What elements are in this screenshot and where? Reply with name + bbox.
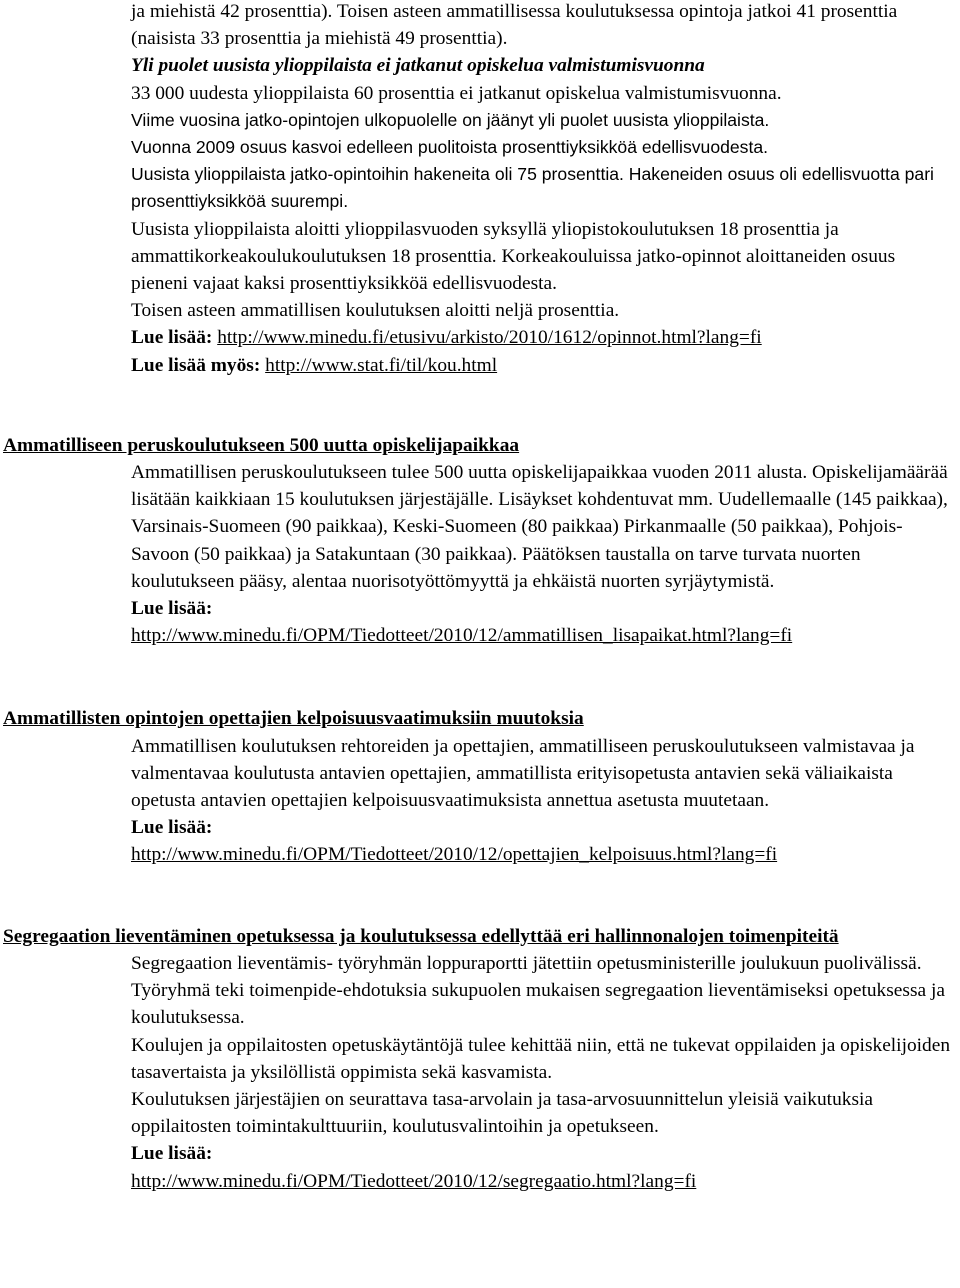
intro-paragraph-2: 33 000 uudesta ylioppilaista 60 prosenttia ei jatkanut opiskelua valmistumisvuonna. — [131, 82, 782, 104]
section-3-paragraph-1: Segregaation lieventämis- työryhmän loppuraportti jätettiin opetusministerille joulukuun puolivälissä. Työryhmä teki toimenpide-ehdotuksia sukupuolen mukaisen segregaation lieventämiseksi opetuksessa ja koulutuksessa. — [131, 952, 945, 1029]
section-1-title: Ammatilliseen peruskoulutukseen 500 uutta opiskelijapaikkaa — [3, 434, 520, 456]
intro-subheading: Yli puolet uusista ylioppilaista ei jatkanut opiskelua valmistumisvuonna — [131, 55, 705, 77]
read-more-link-kelpoisuus[interactable]: http://www.minedu.fi/OPM/Tiedotteet/2010/12/opettajien_kelpoisuus.html?lang=fi — [131, 844, 778, 866]
intro-link-1 — [131, 324, 952, 351]
intro-paragraph-6: Uusista ylioppilaista aloitti ylioppilasvuoden syksyllä yliopistokoulutuksen 18 prosenttia ja ammattikorkeakoulukoulutuksen 18 prosenttia. Korkeakouluissa jatko-opinnot aloittaneiden osuus pieneni vajaat kaksi prosenttiyksikköä edellisvuodesta. — [131, 218, 896, 295]
section-3-paragraph-2: Koulujen ja oppilaitosten opetuskäytäntöjä tulee kehittää niin, että ne tukevat oppilaiden ja opiskelijoiden tasavertaista ja yksilöllistä oppimista sekä kasvamista. — [131, 1034, 951, 1083]
intro-link-2 — [131, 352, 952, 379]
intro-paragraph-3: Viime vuosina jatko-opintojen ulkopuolelle on jäänyt yli puolet uusista ylioppilaista. — [131, 109, 770, 130]
intro-paragraph-4: Vuonna 2009 osuus kasvoi edelleen puolitoista prosenttiyksikköä edellisvuodesta. — [131, 137, 769, 158]
section-1-link-row — [131, 622, 952, 649]
section-2-read-more-label: Lue lisää: — [131, 817, 213, 839]
section-2-title: Ammatillisten opintojen opettajien kelpoisuusvaatimuksiin muutoksia — [3, 708, 584, 730]
intro-paragraph-1: ja miehistä 42 prosenttia). Toisen asteen ammatillisessa koulutuksessa opintoja jatkoi 41 prosenttia (naisista 33 prosenttia ja miehistä 49 prosenttia). — [131, 1, 898, 50]
section-3-body — [0, 950, 960, 1195]
section-2-link-row — [131, 841, 952, 868]
read-more-link-lisapaikat[interactable]: http://www.minedu.fi/OPM/Tiedotteet/2010/12/ammatillisen_lisapaikat.html?lang=fi — [131, 625, 793, 647]
section-2-paragraph: Ammatillisen koulutuksen rehtoreiden ja opettajien, ammatilliseen peruskoulutukseen valmistavaa ja valmentavaa koulutusta antavien opettajien, ammatillista erityisopetusta antavien sekä väliaikaista opetusta antavien opettajien kelpoisuusvaatimuksista annettua asetusta muutetaan. — [131, 735, 915, 812]
read-more-link-stat[interactable]: http://www.stat.fi/til/kou.html — [265, 354, 498, 376]
spacer — [0, 869, 960, 923]
intro-paragraph-5: Uusista ylioppilaista jatko-opintoihin hakeneita oli 75 prosenttia. Hakeneiden osuus oli edellisvuotta pari prosenttiyksikköä suurempi. — [131, 164, 934, 212]
read-more-label: Lue lisää: — [131, 327, 213, 349]
section-1-paragraph: Ammatillisen peruskoulutukseen tulee 500 uutta opiskelijapaikkaa vuoden 2011 alusta. Opiskelijamäärää lisätään kaikkiaan 15 koulutuksen järjestäjälle. Lisäykset kohdentuvat mm. Uudellemaalle (145 paikkaa), Varsinais-Suomeen (90 paikkaa), Keski-Suomeen (80 paikkaa) Pirkanmaalle (50 paikkaa), Pohjois-Savoon (50 paikkaa) ja Satakuntaan (30 paikkaa). Päätöksen taustalla on tarve turvata nuorten koulutukseen pääsy, alentaa nuorisotyöttömyyttä ja ehkäistä nuorten syrjäytymistä. — [131, 462, 948, 592]
read-more-link-segregaatio[interactable]: http://www.minedu.fi/OPM/Tiedotteet/2010/12/segregaatio.html?lang=fi — [131, 1170, 697, 1192]
spacer — [0, 649, 960, 705]
section-3-title: Segregaation lieventäminen opetuksessa ja koulutuksessa edellyttää eri hallinnonalojen toimenpiteitä — [3, 925, 839, 947]
section-1-read-more-label: Lue lisää: — [131, 598, 213, 620]
section-2-body — [0, 733, 960, 869]
section-1-body — [0, 459, 960, 649]
read-more-link-opinnot[interactable]: http://www.minedu.fi/etusivu/arkisto/2010/1612/opinnot.html?lang=fi — [217, 327, 762, 349]
spacer — [0, 379, 960, 432]
section-3-paragraph-3: Koulutuksen järjestäjien on seurattava tasa-arvolain ja tasa-arvosuunnittelun yleisiä vaikutuksia oppilaitosten toimintakulttuuriin, koulutusvalintoihin ja opetukseen. — [131, 1088, 874, 1138]
read-more-also-label: Lue lisää myös: — [131, 354, 261, 376]
intro-paragraph-7: Toisen asteen ammatillisen koulutuksen aloitti neljä prosenttia. — [131, 300, 620, 322]
intro-block — [0, 0, 960, 379]
section-3-read-more-label: Lue lisää: — [131, 1143, 213, 1165]
section-3-link-row — [131, 1168, 952, 1195]
